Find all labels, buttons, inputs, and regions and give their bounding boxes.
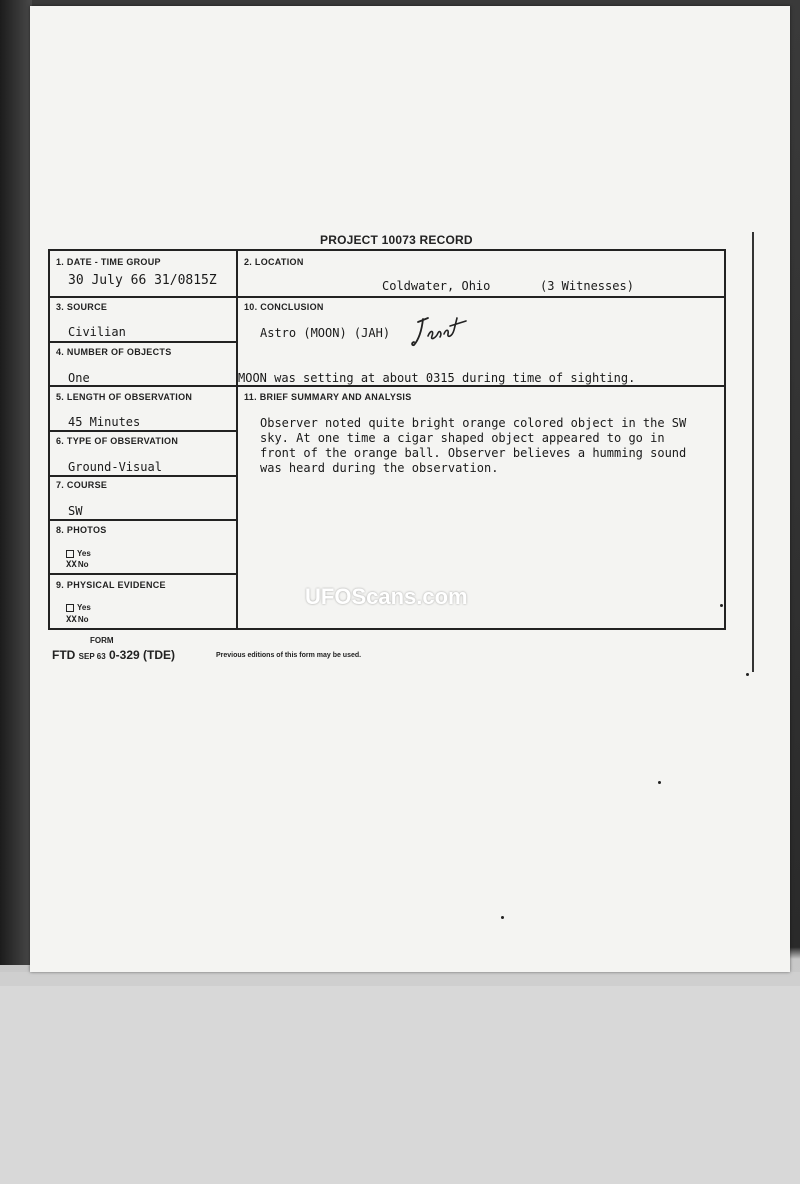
row-divider bbox=[50, 519, 236, 521]
summary-line: front of the orange ball. Observer believes a humming sound bbox=[260, 446, 687, 460]
course-label: 7. COURSE bbox=[56, 480, 108, 490]
footer-form-prefix: FTD bbox=[52, 648, 76, 662]
length-of-observation-label: 5. LENGTH OF OBSERVATION bbox=[56, 392, 193, 402]
photos-no-mark: XX bbox=[66, 560, 77, 570]
speck bbox=[746, 673, 749, 676]
photos-label: 8. PHOTOS bbox=[56, 525, 107, 535]
type-of-observation-value: Ground-Visual bbox=[68, 460, 162, 474]
summary-line: Observer noted quite bright orange colored object in the SW bbox=[260, 416, 687, 430]
length-of-observation-value: 45 Minutes bbox=[68, 415, 141, 429]
physical-evidence-label: 9. PHYSICAL EVIDENCE bbox=[56, 580, 166, 590]
conclusion-value: Astro (MOON) (JAH) bbox=[260, 326, 391, 340]
record-title: PROJECT 10073 RECORD bbox=[320, 233, 473, 247]
footer-form-number: 0-329 (TDE) bbox=[109, 648, 176, 662]
watermark: UFOScans.com bbox=[305, 584, 468, 609]
speck bbox=[658, 781, 661, 784]
summary-text bbox=[260, 416, 730, 476]
row-divider bbox=[50, 430, 236, 432]
footer-form-id bbox=[52, 648, 175, 662]
checkbox-icon bbox=[66, 604, 74, 612]
photos-yes-label: Yes bbox=[77, 549, 91, 558]
date-time-value: 30 July 66 31/0815Z bbox=[68, 273, 217, 288]
date-time-label: 1. DATE - TIME GROUP bbox=[56, 257, 161, 267]
record-form bbox=[48, 249, 726, 630]
number-of-objects-label: 4. NUMBER OF OBJECTS bbox=[56, 347, 172, 357]
checkbox-icon bbox=[66, 550, 74, 558]
summary-line: sky. At one time a cigar shaped object appeared to go in bbox=[260, 431, 665, 445]
row-divider bbox=[50, 385, 724, 387]
scan-lower-area bbox=[0, 972, 800, 1184]
photos-yes-option[interactable] bbox=[66, 549, 91, 558]
row-divider bbox=[50, 475, 236, 477]
source-label: 3. SOURCE bbox=[56, 302, 108, 312]
witnesses-value: (3 Witnesses) bbox=[540, 279, 634, 293]
photos-no-option[interactable] bbox=[66, 560, 89, 570]
summary-label: 11. BRIEF SUMMARY AND ANALYSIS bbox=[244, 392, 412, 402]
course-value: SW bbox=[68, 504, 83, 518]
row-divider bbox=[50, 573, 236, 575]
location-value: Coldwater, Ohio bbox=[382, 279, 491, 293]
conclusion-note: MOON was setting at about 0315 during time of sighting. bbox=[238, 371, 636, 385]
footer-form-date: SEP 63 bbox=[78, 652, 106, 661]
type-of-observation-label: 6. TYPE OF OBSERVATION bbox=[56, 436, 179, 446]
footer-note: Previous editions of this form may be used. bbox=[216, 652, 362, 659]
physical-evidence-yes-label: Yes bbox=[77, 603, 91, 612]
speck bbox=[501, 916, 504, 919]
footer-form-word: FORM bbox=[90, 636, 114, 645]
number-of-objects-value: One bbox=[68, 371, 90, 385]
physical-evidence-yes-option[interactable] bbox=[66, 603, 91, 612]
physical-evidence-no-label: No bbox=[77, 615, 89, 624]
scan-strip bbox=[0, 972, 800, 986]
row-divider bbox=[50, 341, 236, 343]
physical-evidence-no-option[interactable] bbox=[66, 615, 89, 625]
physical-evidence-no-mark: XX bbox=[66, 615, 77, 625]
source-value: Civilian bbox=[68, 325, 126, 339]
column-divider bbox=[236, 251, 238, 628]
speck bbox=[720, 604, 723, 607]
row-divider bbox=[50, 296, 724, 298]
location-label: 2. LOCATION bbox=[244, 257, 304, 267]
conclusion-label: 10. CONCLUSION bbox=[244, 302, 324, 312]
scan-edge-line bbox=[752, 232, 754, 672]
handwritten-initials bbox=[410, 312, 470, 350]
summary-line: was heard during the observation. bbox=[260, 461, 499, 475]
photos-no-label: No bbox=[77, 560, 89, 569]
scan-left-edge bbox=[0, 0, 32, 965]
